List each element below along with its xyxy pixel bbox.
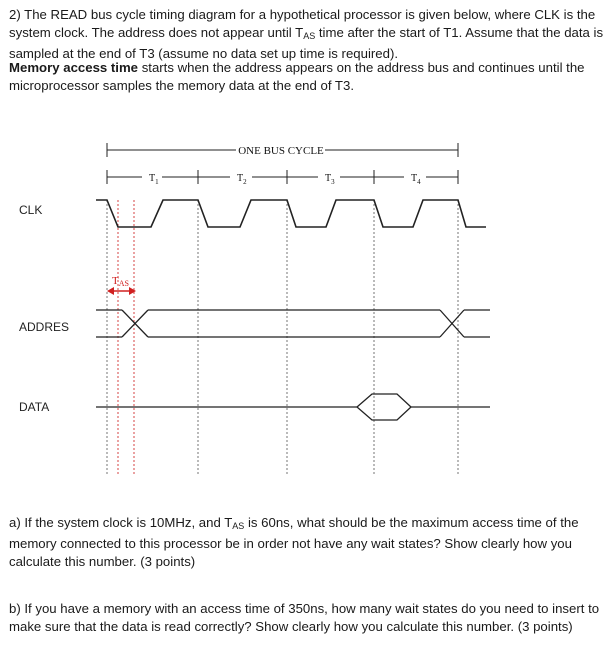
state-t2: $T_2$ xyxy=(237,173,247,186)
definition-term: Memory access time xyxy=(9,60,139,75)
question-number: 2) xyxy=(9,7,21,22)
tas-label: TAS xyxy=(112,275,129,288)
signal-label-data: DATA xyxy=(19,400,50,414)
t-states-dimension xyxy=(107,170,458,184)
address-bus-waveform xyxy=(96,310,490,337)
definition-rest: starts when the address appears on the address bus and continues until the microprocessor samples the memory data at the end of T3. xyxy=(9,60,585,93)
part-a-subscript: AS xyxy=(232,521,245,531)
question-part-a xyxy=(9,514,610,571)
intro-text-b: time after the start of T1. Assume that the data is sampled at the end of T3 (assume no data set up time is required). xyxy=(9,25,604,61)
access-time-definition xyxy=(9,59,610,95)
data-bus-waveform xyxy=(96,394,490,420)
state-t4: $T_4$ xyxy=(411,173,421,186)
question-part-b: b) If you have a memory with an access time of 350ns, how many wait states do you need to insert to make sure that the data is read correctly? Show clearly how you calculate this number. (3 points) xyxy=(9,601,600,634)
question-intro xyxy=(9,6,610,63)
timing-diagram xyxy=(0,130,616,490)
bus-cycle-label: ONE BUS CYCLE xyxy=(238,145,324,157)
intro-text-a: The READ bus cycle timing diagram for a hypothetical processor is given below, where CLK is the system clock. The address does not appear until T xyxy=(9,7,596,40)
tas-subscript: AS xyxy=(303,31,316,41)
tas-arrow xyxy=(107,287,136,295)
state-t3: $T_3$ xyxy=(325,173,335,186)
signal-label-clk: CLK xyxy=(19,203,43,217)
clk-waveform xyxy=(96,200,486,227)
signal-label-address: ADDRES xyxy=(19,320,70,334)
part-a-text-b: is 60ns, what should be the maximum access time of the memory connected to this processor be in order not have any wait states? Show clearly how you calculate this number. (3 points) xyxy=(9,515,579,569)
part-a-text-a: a) If the system clock is 10MHz, and T xyxy=(9,515,233,530)
state-t1: $T_1$ xyxy=(149,173,159,186)
